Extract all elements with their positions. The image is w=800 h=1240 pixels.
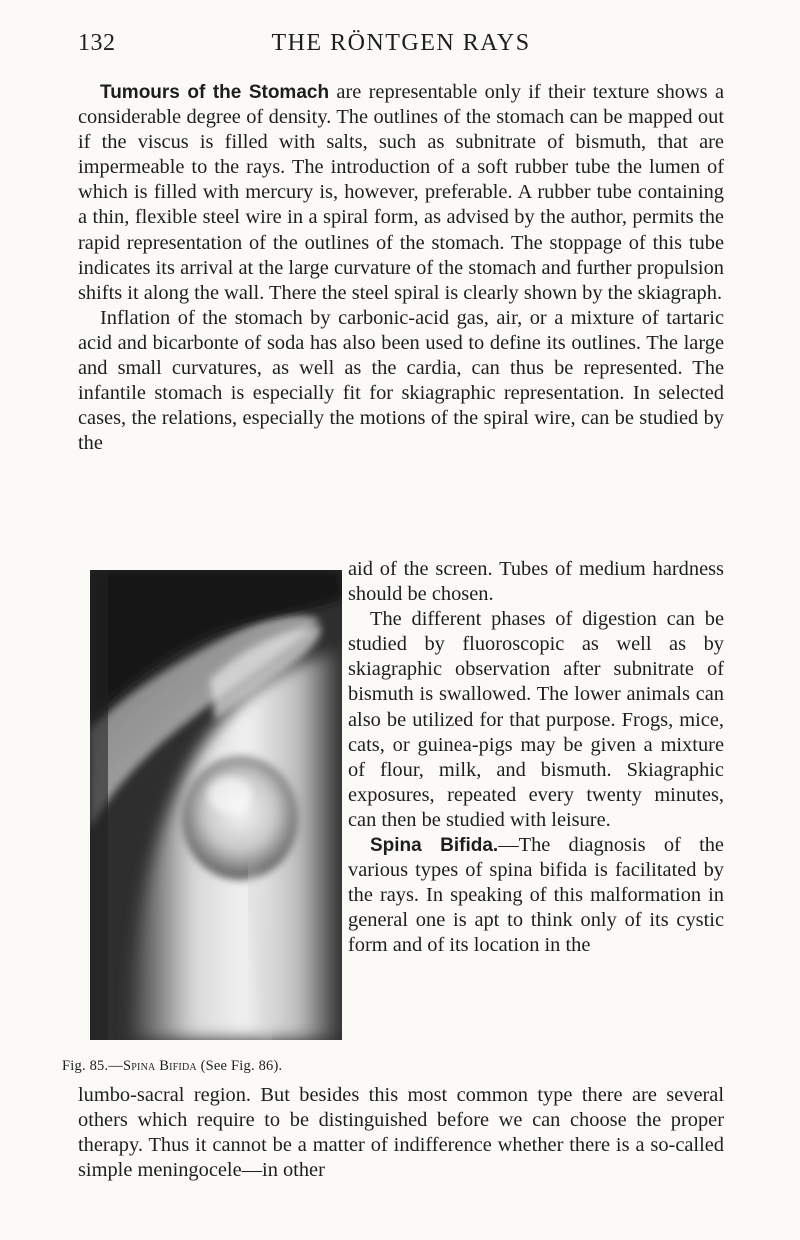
paragraph-screen-cont: aid of the screen. Tubes of medium hardness should be chosen. (348, 558, 724, 606)
figure-caption (62, 1058, 282, 1075)
page-number: 132 (78, 30, 116, 56)
paragraph-spina-bifida: —The diagnosis of the various types of spina bifida is facilitated by the rays. In speaking of this malformation in general one is apt to think only of its cystic form and of its location in the (348, 834, 724, 957)
page-header (78, 30, 724, 64)
running-title: THE RÖNTGEN RAYS (271, 30, 531, 56)
figure-number: Fig. 85.— (62, 1058, 124, 1074)
xray-image (90, 570, 342, 1040)
paragraph-lumbo-sacral (78, 1083, 724, 1183)
paragraph-stomach-tumours (78, 80, 724, 456)
figure-title: Spina Bifida (123, 1058, 197, 1074)
paragraph-text: are representable only if their texture shows a considerable degree of density. The outlines of the stomach can be mapped out if the viscus is filled with salts, such as subnitrate of bismuth, that are impermeable to the rays. The introduction of a soft rubber tube the lumen of which is filled with mercury is, however, preferable. A rubber tube containing a thin, flexible steel wire in a spiral form, as advised by the author, permits the rapid representation of the outlines of the stomach. The stoppage of this tube indicates its arrival at the large curvature of the stomach and further propulsion shifts it along the wall. There the steel spiral is clearly shown by the skiagraph. (78, 81, 724, 304)
figure-reference: (See Fig. 86). (196, 1058, 283, 1074)
paragraph-text-bottom: lumbo-sacral region. But besides this most common type there are several others which require to be distinguished before we can choose the proper therapy. Thus it cannot be a matter of indifference whether there is a so-called simple meningocele—in other (78, 1084, 724, 1182)
paragraph-inflation: Inflation of the stomach by carbonic-acid gas, air, or a mixture of tartaric acid and bicarbonte of soda has also been used to define its outlines. The large and small curvatures, as well as the cardia, can thus be represented. The infantile stomach is especially fit for skiagraphic representation. In selected cases, the relations, especially the motions of the spiral wire, can be studied by the (78, 306, 724, 455)
right-column-text (348, 557, 724, 959)
paragraph-digestion: The different phases of digestion can be studied by fluoroscopic as well as by skiagraphic observation after subnitrate of bismuth is swallowed. The lower animals can also be utilized for that purpose. Frogs, mice, cats, or guinea-pigs may be given a mixture of flour, milk, and bismuth. Skiagraphic exposures, repeated every twenty minutes, can then be studied with leisure. (348, 608, 724, 831)
section-heading-tumours: Tumours of the Stomach (100, 82, 330, 103)
section-heading-spina-bifida: Spina Bifida. (370, 835, 499, 857)
figure-skiagraph (90, 570, 342, 1040)
